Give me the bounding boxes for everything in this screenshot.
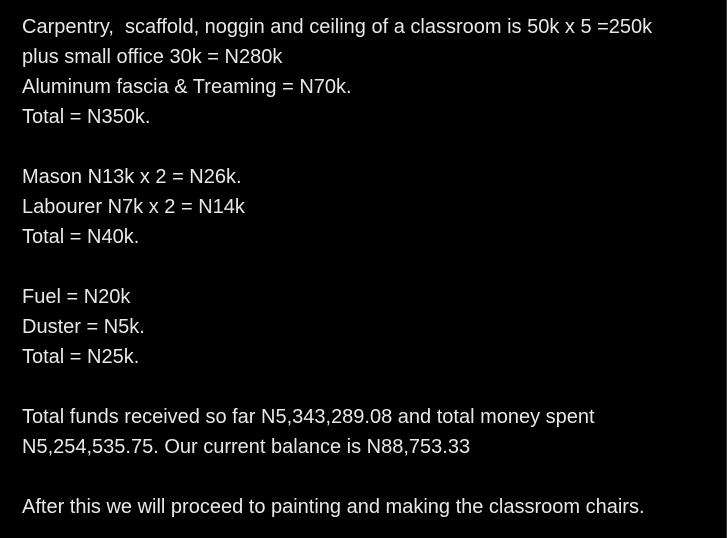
text-line: Labourer N7k x 2 = N14k: [22, 196, 245, 218]
text-line: Total funds received so far N5,343,289.08 and total money spent: [22, 406, 595, 428]
text-line: plus small office 30k = N280k: [22, 46, 283, 68]
text-line: Total = N350k.: [22, 106, 151, 128]
paragraph-fuel: [22, 282, 726, 372]
text-line: Mason N13k x 2 = N26k.: [22, 166, 242, 188]
text-line: Total = N40k.: [22, 226, 140, 248]
paragraph-funds: [22, 402, 726, 462]
paragraph-carpentry: [22, 12, 726, 132]
paragraph-gap: [22, 252, 726, 282]
paragraph-gap: [22, 372, 726, 402]
paragraph-next-steps: [22, 492, 726, 522]
text-line: Total = N25k.: [22, 346, 140, 368]
text-line: N5,254,535.75. Our current balance is N88,753.33: [22, 436, 471, 458]
text-line: Duster = N5k.: [22, 316, 145, 338]
text-line: Aluminum fascia & Treaming = N70k.: [22, 76, 352, 98]
paragraph-labour: [22, 162, 726, 252]
text-line: After this we will proceed to painting and making the classroom chairs.: [22, 496, 645, 518]
paragraph-gap: [22, 462, 726, 492]
text-line: Fuel = N20k: [22, 286, 131, 308]
paragraph-gap: [22, 132, 726, 162]
text-line: Carpentry, scaffold, noggin and ceiling of a classroom is 50k x 5 =250k: [22, 16, 653, 38]
